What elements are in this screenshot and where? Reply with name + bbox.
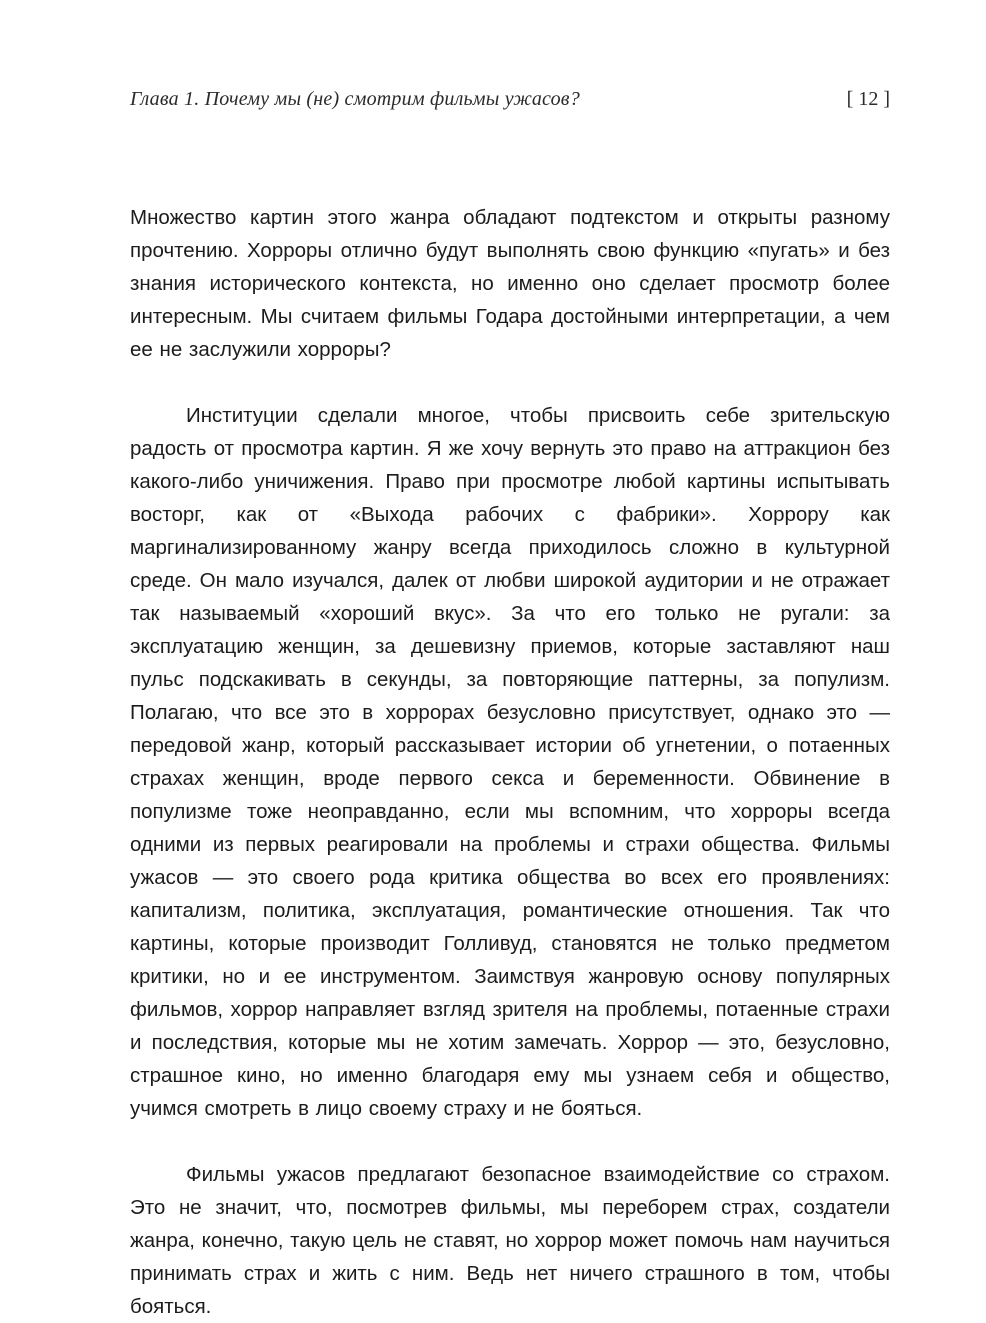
page-number: [ 12 ]: [846, 88, 890, 110]
page-header: [130, 88, 890, 111]
paragraph: Фильмы ужасов предлагают безопасное взаимодействие со страхом. Это не значит, что, посмотрев фильмы, мы переборем страх, создатели жанра, конечно, такую цель не ставят, но хоррор может помочь нам научиться принимать страх и жить с ним. Ведь нет ничего страшного в том, чтобы бояться.: [130, 1163, 890, 1318]
paragraph: Множество картин этого жанра обладают подтекстом и открыты разному прочтению. Хорроры отлично будут выполнять свою функцию «пугать» и без знания исторического контекста, но именно оно сделает просмотр более интересным. Мы считаем фильмы Годара достойными интерпретации, а чем ее не заслужили хорроры?: [130, 206, 890, 361]
chapter-title: Глава 1. Почему мы (не) смотрим фильмы ужасов?: [130, 88, 580, 110]
page-body-text: [130, 201, 890, 1323]
paragraph: Институции сделали многое, чтобы присвоить себе зрительскую радость от просмотра картин. Я же хочу вернуть это право на аттракцион без какого-либо уничижения. Право при просмотре любой картины испытывать восторг, как от «Выхода рабочих с фабрики». Хоррору как маргинализированному жанру всегда приходилось сложно в культурной среде. Он мало изучался, далек от любви широкой аудитории и не отражает так называемый «хороший вкус». За что его только не ругали: за эксплуатацию женщин, за дешевизну приемов, которые заставляют наш пульс подскакивать в секунды, за повторяющие паттерны, за популизм. Полагаю, что все это в хоррорах безусловно присутствует, однако это — передовой жанр, который рассказывает истории об угнетении, о потаенных страхах женщин, вроде первого секса и беременности. Обвинение в популизме тоже неоправданно, если мы вспомним, что хорроры всегда одними из первых реагировали на проблемы и страхи общества. Фильмы ужасов — это своего рода критика общества во всех его проявлениях: капитализм, политика, эксплуатация, романтические отношения. Так что картины, которые производит Голливуд, становятся не только предметом критики, но и ее инструментом. Заимствуя жанровую основу популярных фильмов, хоррор направляет взгляд зрителя на проблемы, потаенные страхи и последствия, которые мы не хотим замечать. Хоррор — это, безусловно, страшное кино, но именно благодаря ему мы узнаем себя и общество, учимся смотреть в лицо своему страху и не бояться.: [130, 404, 890, 1120]
